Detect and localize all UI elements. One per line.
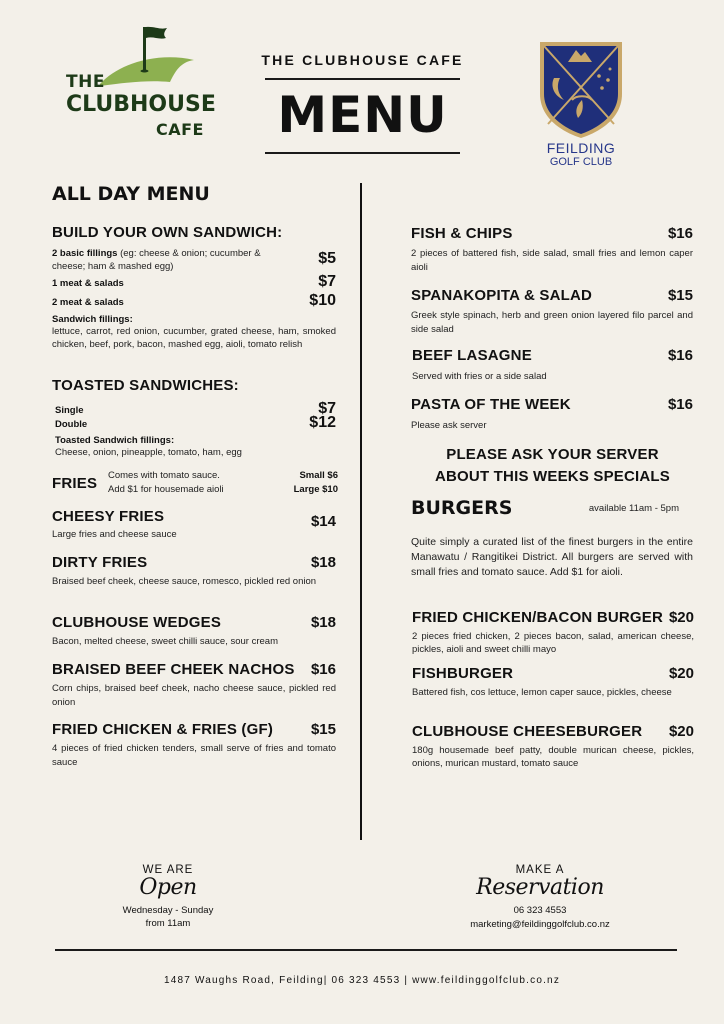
toasted-option-label: Single: [55, 405, 84, 416]
menu-item: [52, 614, 336, 649]
item-desc: Served with fries or a side salad: [412, 371, 547, 382]
reservation-script-text: Reservation: [476, 875, 604, 900]
make-a-label: MAKE A: [515, 864, 565, 876]
feilding-golf-club-logo: [536, 38, 626, 173]
toasted-fillings-label: Toasted Sandwich fillings:: [55, 435, 175, 446]
build-sandwich-title: BUILD YOUR OWN SANDWICH:: [52, 224, 283, 241]
menu-header: [255, 52, 470, 154]
toasted-option-price: $7: [318, 400, 336, 417]
toasted-fillings-list: Cheese, onion, pineapple, tomato, ham, egg: [55, 447, 242, 458]
reservation-phone[interactable]: 06 323 4553: [513, 905, 567, 917]
item-price: $16: [667, 225, 693, 242]
item-desc: Braised beef cheek, cheese sauce, romesco, pickled red onion: [52, 576, 317, 587]
menu-item: [52, 661, 336, 710]
fries-desc-line2: Add $1 for housemade aioli: [108, 484, 224, 495]
sandwich-fillings-list: lettuce, carrot, red onion, cucumber, grated cheese, ham, smoked chicken, beef, pork, bacon, mashed egg, aioli, tomato relish: [52, 326, 336, 350]
item-desc: Large fries and cheese sauce: [52, 529, 177, 540]
menu-item: [411, 396, 693, 432]
menu-item: [411, 225, 693, 275]
sandwich-option-label: 2 basic fillings: [52, 248, 118, 259]
sandwich-option-price: $10: [309, 292, 336, 309]
item-price: $20: [668, 723, 694, 740]
fries-desc-line1: Comes with tomato sauce.: [108, 470, 220, 481]
toasted-option-row: [52, 414, 336, 432]
item-name: CHEESY FRIES: [52, 508, 165, 525]
burgers-section: [411, 497, 693, 580]
toasted-option-label: Double: [55, 419, 88, 430]
item-price: $14: [310, 513, 336, 530]
build-your-own-sandwich-section: [52, 224, 336, 351]
cafe-title: THE CLUBHOUSE CAFE: [261, 52, 464, 68]
header-rule-bottom: [265, 152, 460, 154]
open-script-text: Open: [139, 875, 197, 900]
footer-address: 1487 Waughs Road, Feilding| 06 323 4553 | www.feildinggolfclub.co.nz: [163, 975, 561, 986]
menu-item: [52, 721, 336, 770]
item-price: $15: [310, 721, 336, 738]
fries-section: [52, 469, 338, 497]
burgers-intro: Quite simply a curated list of the finest burgers in the entire Manawatu / Rangitikei District. All burgers are served with small fries and tomato sauce. Add $1 for aioli.: [411, 536, 693, 578]
item-desc: Please ask server: [411, 420, 487, 431]
sandwich-option-row: [52, 292, 336, 310]
specials-notice: [400, 444, 705, 488]
item-desc: Battered fish, cos lettuce, lemon caper sauce, pickles, cheese: [412, 687, 672, 698]
sandwich-option-label: 2 meat & salads: [52, 297, 124, 308]
toasted-sandwiches-title: TOASTED SANDWICHES:: [52, 377, 239, 394]
sandwich-option-note: (eg: cheese & onion; cucumber & cheese; ham & mashed egg): [52, 248, 261, 272]
item-price: $18: [310, 554, 336, 571]
menu-item: [411, 287, 693, 337]
menu-item: [412, 347, 693, 383]
burgers-availability: available 11am - 5pm: [588, 502, 679, 514]
sandwich-option-price: $7: [318, 273, 336, 290]
logo-text-cafe: CAFE: [156, 120, 204, 139]
item-desc: 4 pieces of fried chicken tenders, small serve of fries and tomato sauce: [52, 743, 336, 768]
sandwich-option-label: 1 meat & salads: [52, 278, 124, 289]
item-name: SPANAKOPITA & SALAD: [411, 287, 593, 304]
item-price: $16: [310, 661, 336, 678]
opening-hours-block: [98, 864, 238, 930]
sandwich-option-row: [52, 273, 336, 291]
item-name: BRAISED BEEF CHEEK NACHOS: [52, 661, 295, 678]
item-desc: 2 pieces fried chicken, 2 pieces bacon, salad, american cheese, pickles, aioli and sweet chilli mayo: [412, 631, 694, 655]
open-time: from 11am: [145, 918, 191, 930]
logo-text-clubhouse: CLUBHOUSE: [66, 92, 216, 117]
logo-text-feilding: FEILDING: [546, 140, 616, 156]
toasted-option-price: $12: [309, 414, 336, 431]
menu-item: [412, 723, 694, 770]
item-name: BEEF LASAGNE: [412, 347, 532, 364]
item-price: $16: [667, 396, 693, 413]
fries-large-price: Large $10: [293, 484, 338, 495]
item-desc: Corn chips, braised beef cheek, nacho cheese sauce, pickled red onion: [52, 683, 336, 708]
item-name: FRIED CHICKEN & FRIES (GF): [52, 721, 274, 738]
item-name: CLUBHOUSE WEDGES: [52, 614, 222, 631]
open-days: Wednesday - Sunday: [122, 905, 214, 917]
sandwich-fillings-label: Sandwich fillings:: [52, 314, 133, 325]
item-name: FISH & CHIPS: [411, 225, 513, 242]
we-are-label: WE ARE: [142, 864, 194, 876]
menu-item: [412, 665, 694, 699]
item-desc: 180g housemade beef patty, double murican cheese, pickles, onions, murican mustard, tomato sauce: [412, 745, 694, 769]
all-day-menu-title: ALL DAY MENU: [52, 183, 210, 205]
item-price: $15: [667, 287, 693, 304]
footer-rule: [55, 949, 677, 951]
golf-club-crest-icon: [536, 38, 626, 140]
sandwich-option-row: [52, 247, 336, 273]
reservation-block: [450, 864, 630, 931]
item-desc: Bacon, melted cheese, sweet chilli sauce, sour cream: [52, 636, 278, 647]
menu-item: [52, 554, 336, 589]
fries-title: FRIES: [52, 474, 98, 492]
item-name: CLUBHOUSE CHEESEBURGER: [412, 723, 643, 740]
fries-small-price: Small $6: [299, 470, 338, 481]
item-price: $18: [310, 614, 336, 631]
sandwich-option-price: $5: [318, 250, 336, 267]
item-price: $20: [668, 609, 694, 626]
menu-item: [52, 508, 336, 542]
logo-text-golf-club: GOLF CLUB: [549, 156, 613, 168]
header-rule-top: [265, 78, 460, 80]
item-desc: 2 pieces of battered fish, side salad, small fries and lemon caper aioli: [411, 248, 693, 273]
item-desc: Greek style spinach, herb and green onion layered filo parcel and side salad: [411, 310, 693, 335]
menu-item: [412, 609, 694, 656]
reservation-email[interactable]: marketing@feildinggolfclub.co.nz: [470, 919, 610, 931]
item-name: FISHBURGER: [412, 665, 514, 682]
logo-text-the: THE: [66, 72, 105, 92]
item-name: FRIED CHICKEN/BACON BURGER: [412, 609, 664, 626]
specials-line1: PLEASE ASK YOUR SERVER: [446, 446, 659, 463]
item-name: PASTA OF THE WEEK: [411, 396, 571, 413]
item-price: $16: [667, 347, 693, 364]
specials-line2: ABOUT THIS WEEKS SPECIALS: [434, 468, 671, 485]
menu-title: MENU: [277, 86, 448, 144]
toasted-sandwiches-section: [52, 377, 336, 459]
item-price: $20: [668, 665, 694, 682]
clubhouse-cafe-logo: [60, 24, 220, 144]
column-divider: [360, 183, 362, 840]
burgers-title: BURGERS: [411, 497, 513, 519]
item-name: DIRTY FRIES: [52, 554, 148, 571]
